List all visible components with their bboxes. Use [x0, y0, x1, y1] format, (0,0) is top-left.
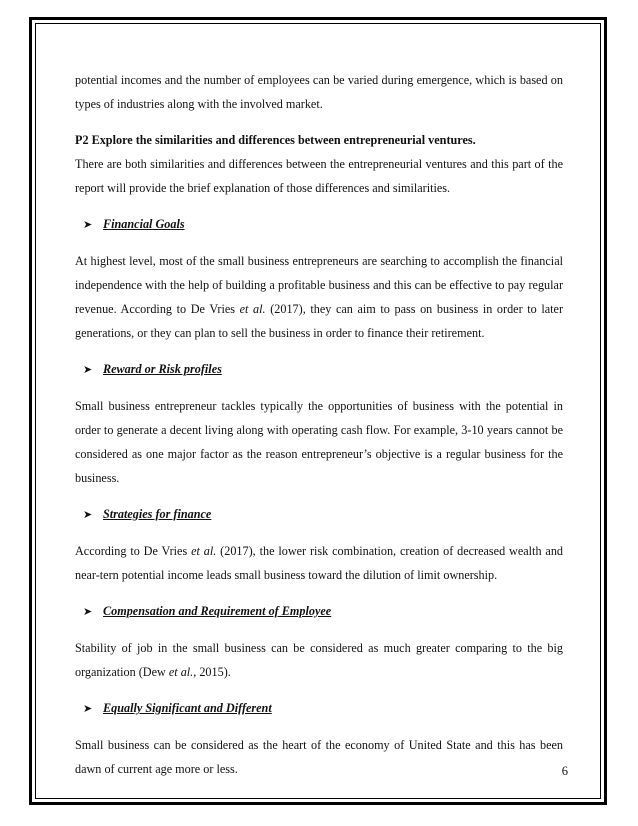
arrowhead-bullet-icon: ➤ — [83, 702, 93, 715]
section-intro: There are both similarities and differences between the entrepreneurial ventures and this part of the report will provide the brief explanation of those differences and similarities. — [75, 157, 563, 195]
paragraph-equally-significant: Small business can be considered as the heart of the economy of United State and this has been dawn of current age more or less. — [75, 738, 563, 776]
paragraph-reward-risk: Small business entrepreneur tackles typically the opportunities of business with the potential in order to generate a decent living along with operating cash flow. For example, 3-10 years cannot be considered as one major factor as the reason entrepreneur’s objective is a regular business for the business. — [75, 399, 563, 485]
arrowhead-bullet-icon: ➤ — [83, 218, 93, 231]
arrowhead-bullet-icon: ➤ — [83, 363, 93, 376]
bullet-heading-equally-significant: ➤ Equally Significant and Different — [75, 696, 563, 721]
paragraph-financial-goals: At highest level, most of the small business entrepreneurs are searching to accomplish the financial independence with the help of building a profitable business and this can be effective to pay regular revenue. According to De Vries et al. (2017), they can aim to pass on business in order to later generations, or they can plan to sell the business in order to finance their retirement. — [75, 254, 563, 340]
paragraph-strategies-finance: According to De Vries et al. (2017), the lower risk combination, creation of decreased wealth and near-tern potential income leads small business toward the dilution of limit ownership. — [75, 544, 564, 582]
paragraph-compensation: Stability of job in the small business can be considered as much greater comparing to the big organization (Dew et al., 2015). — [75, 641, 563, 679]
bullet-heading-reward-risk: ➤ Reward or Risk profiles — [75, 357, 563, 382]
arrowhead-bullet-icon: ➤ — [83, 508, 93, 521]
intro-paragraph: potential incomes and the number of employees can be varied during emergence, which is based on types of industries along with the involved market. — [75, 73, 563, 111]
bullet-heading-strategies-finance: ➤ Strategies for finance — [75, 502, 563, 527]
arrowhead-bullet-icon: ➤ — [83, 605, 93, 618]
section-heading: P2 Explore the similarities and differences between entrepreneurial ventures. — [75, 133, 476, 147]
bullet-heading-financial-goals: ➤ Financial Goals — [75, 212, 563, 237]
document-body — [75, 68, 563, 781]
bullet-heading-compensation: ➤ Compensation and Requirement of Employee — [75, 599, 563, 624]
page-number: 6 — [561, 764, 568, 778]
